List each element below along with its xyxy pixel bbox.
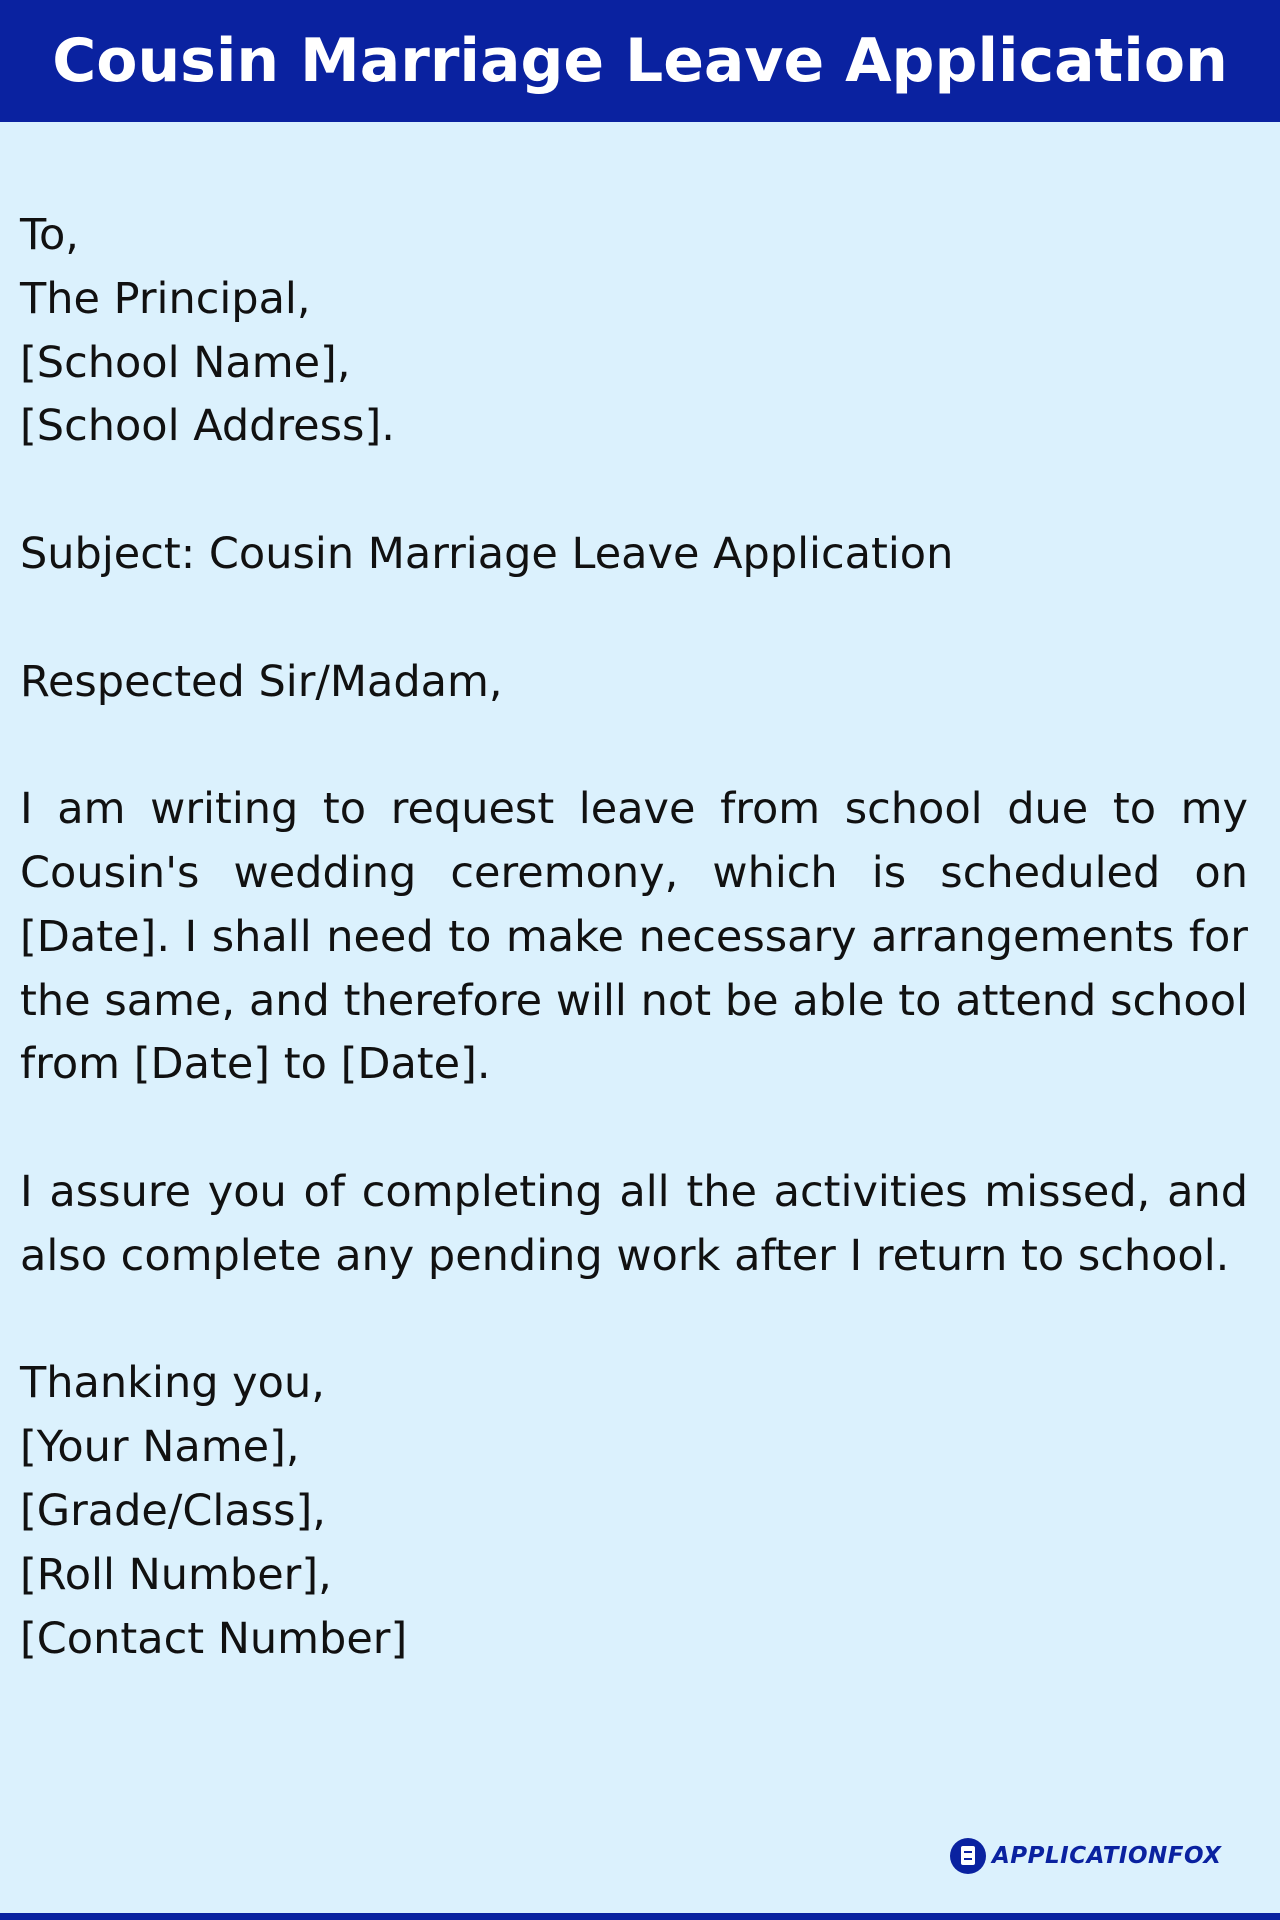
spacer xyxy=(20,587,1248,651)
subject-line: Subject: Cousin Marriage Leave Application xyxy=(20,528,954,579)
spacer xyxy=(20,1097,1248,1161)
spacer xyxy=(20,459,1248,523)
body-paragraph-2: I assure you of completing all the activities missed, and also complete any pending work after I return to school. xyxy=(20,1166,1248,1281)
letter-body xyxy=(20,204,1248,1671)
page-title: Cousin Marriage Leave Application xyxy=(52,26,1228,96)
address-line-school-name: [School Name], xyxy=(20,337,351,388)
body-paragraph-1: I am writing to request leave from school due to my Cousin's wedding ceremony, which is scheduled on [Date]. I shall need to make necessary arrangements for the same, and therefore will not be able to attend school from [Date] to [Date]. xyxy=(20,784,1248,1090)
address-line-principal: The Principal, xyxy=(20,273,311,324)
spacer xyxy=(20,714,1248,778)
closing-thanks: Thanking you, xyxy=(20,1358,325,1409)
document-icon xyxy=(950,1838,986,1874)
header-banner xyxy=(0,0,1280,122)
salutation: Respected Sir/Madam, xyxy=(20,656,503,707)
closing-your-name: [Your Name], xyxy=(20,1422,300,1473)
closing-roll-number: [Roll Number], xyxy=(20,1549,332,1600)
spacer xyxy=(20,1289,1248,1353)
closing-contact-number: [Contact Number] xyxy=(20,1613,408,1664)
brand-name: APPLICATIONFOX xyxy=(992,1843,1222,1869)
closing-grade-class: [Grade/Class], xyxy=(20,1485,326,1536)
brand-logo xyxy=(950,1836,1221,1876)
bottom-bar xyxy=(0,1913,1280,1920)
address-line-to: To, xyxy=(20,210,79,260)
address-line-school-address: [School Address]. xyxy=(20,401,395,452)
